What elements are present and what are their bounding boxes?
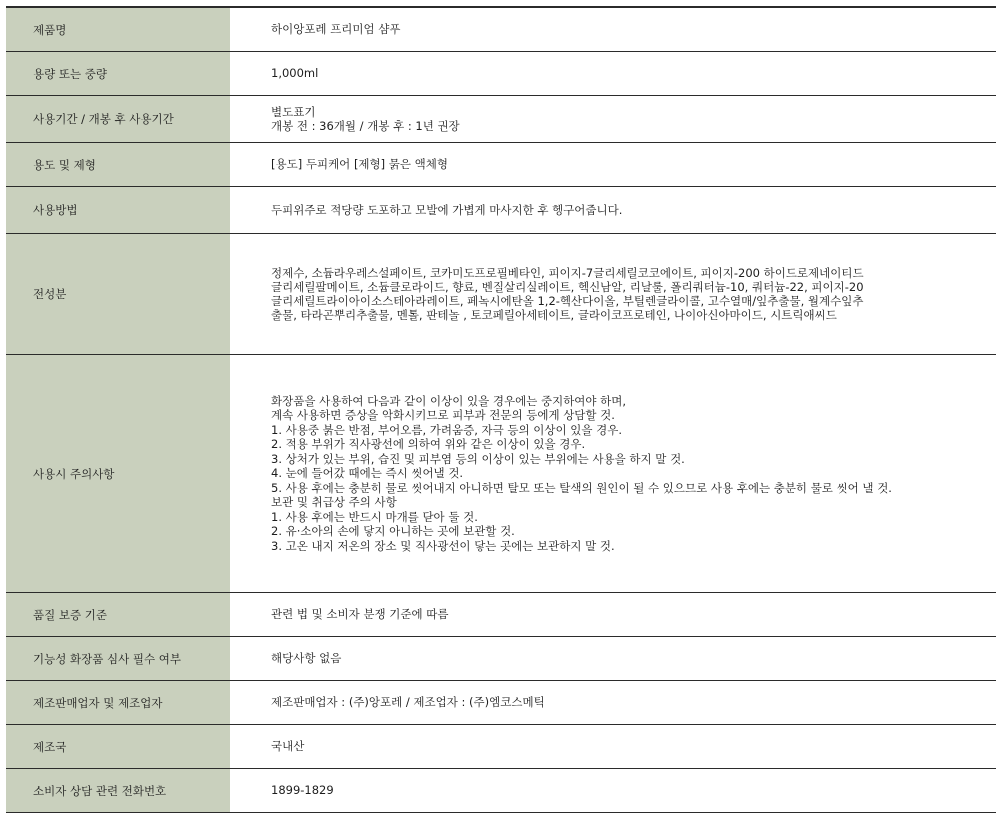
row-label: 제품명 — [6, 8, 231, 51]
row-label: 사용기간 / 개봉 후 사용기간 — [6, 96, 231, 142]
row-label: 제조판매업자 및 제조업자 — [6, 681, 231, 724]
row-value: 1899-1829 — [271, 783, 334, 798]
table-row — [6, 143, 996, 187]
row-label: 사용시 주의사항 — [6, 355, 231, 592]
table-row — [6, 769, 996, 813]
table-row — [6, 8, 996, 52]
row-label: 사용방법 — [6, 187, 231, 233]
row-value: 정제수, 소듐라우레스설페이트, 코카미도프로필베타인, 피이지-7글리세릴코코에이트, 피이지-200 하이드로제네이티드 글리세릴팔메이트, 소듐클로라이드, 향료, 벤질살리실레이트, 헥신남알, 리날룰, 폴리쿼터늄-10, 쿼터늄-22, 피이지-20 글리세릴트라이아이소스테아라레이트, 페녹시에탄올 1,2-헥산다이올, 부틸렌글라이콜, 고수열매/잎추출물, 월계수잎추 출물, 타라곤뿌리추출물, 멘톨, 판테놀 , 토코페릴아세테이트, 글라이코프로테인, 나이아신아마이드, 시트릭애씨드 — [271, 265, 864, 323]
row-label: 소비자 상담 관련 전화번호 — [6, 769, 231, 812]
table-row — [6, 681, 996, 725]
table-row — [6, 52, 996, 96]
row-value: 해당사항 없음 — [271, 651, 342, 666]
row-label: 용량 또는 중량 — [6, 52, 231, 95]
table-row — [6, 637, 996, 681]
table-row — [6, 593, 996, 637]
table-row — [6, 725, 996, 769]
product-info-table — [6, 6, 996, 813]
row-value: 국내산 — [271, 739, 305, 754]
row-label: 제조국 — [6, 725, 231, 768]
row-value: [용도] 두피케어 [제형] 묽은 액체형 — [271, 157, 448, 172]
row-value: 하이앙포레 프리미엄 샴푸 — [271, 22, 401, 37]
row-value: 관련 법 및 소비자 분쟁 기준에 따름 — [271, 607, 449, 622]
row-label: 기능성 화장품 심사 필수 여부 — [6, 637, 231, 680]
row-value: 두피위주로 적당량 도포하고 모발에 가볍게 마사지한 후 헹구어줍니다. — [271, 202, 623, 217]
row-label: 용도 및 제형 — [6, 143, 231, 186]
row-value: 제조판매업자 : (주)앙포레 / 제조업자 : (주)엠코스메틱 — [271, 695, 545, 710]
row-label: 전성분 — [6, 234, 231, 354]
row-label: 품질 보증 기준 — [6, 593, 231, 636]
row-value: 별도표기 개봉 전 : 36개월 / 개봉 후 : 1년 권장 — [271, 104, 460, 133]
table-row — [6, 234, 996, 355]
row-value: 1,000ml — [271, 66, 319, 81]
table-row — [6, 187, 996, 234]
table-row — [6, 355, 996, 593]
table-row — [6, 96, 996, 143]
row-value: 화장품을 사용하여 다음과 같이 이상이 있을 경우에는 중지하여야 하며, 계속 사용하면 증상을 악화시키므로 피부과 전문의 등에게 상담할 것. 1. 사용중 붉은 반점, 부어오름, 가려움증, 자극 등의 이상이 있을 경우. 2. 적용 부위가 직사광선에 의하여 위와 같은 이상이 있을 경우. 3. 상처가 있는 부위, 습진 및 피부염 등의 이상이 있는 부위에는 사용을 하지 말 것. 4. 눈에 들어갔 때에는 즉시 씻어낼 것. 5. 사용 후에는 충분히 물로 씻어내지 아니하면 탈모 또는 탈색의 원인이 될 수 있으므로 사용 후에는 충분히 물로 씻어 낼 것. 보관 및 취급상 주의 사항 1. 사용 후에는 반드시 마개를 닫아 둘 것. 2. 유·소아의 손에 닿지 아니하는 곳에 보관할 것. 3. 고온 내지 저온의 장소 및 직사광선이 닿는 곳에는 보관하지 말 것. — [271, 393, 892, 553]
